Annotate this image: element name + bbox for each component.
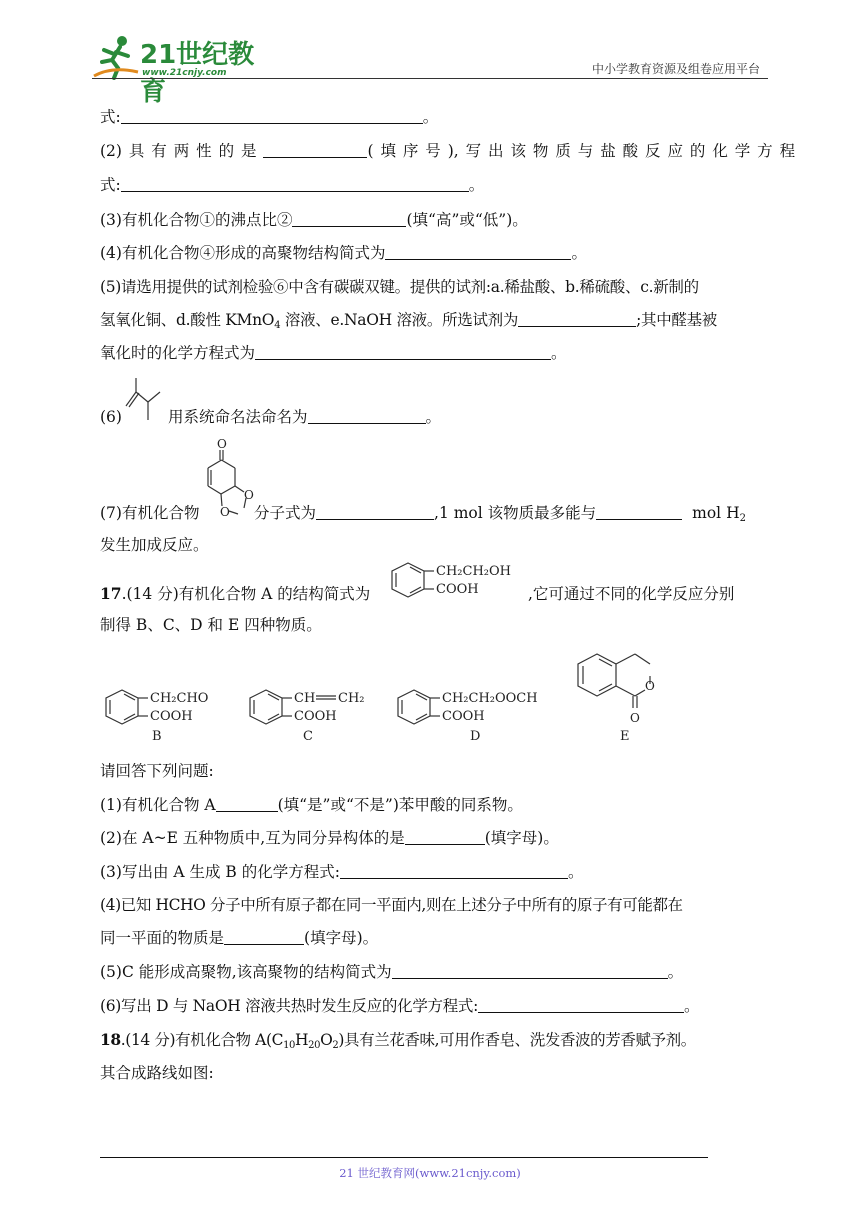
text: 式: (100, 108, 121, 126)
compound-label: B (152, 729, 162, 744)
text: (1)有机化合物 A (100, 796, 216, 814)
text: 。 (468, 176, 485, 194)
text: O (320, 1031, 333, 1049)
text: 氢氧化铜、d.酸性 KMnO (100, 311, 275, 329)
text: 式: (100, 176, 121, 194)
text: ,它可通过不同的化学反应分别 (528, 585, 735, 603)
formula-text: CH (294, 691, 316, 706)
answer-blank[interactable] (255, 343, 551, 360)
answer-blank[interactable] (340, 862, 568, 879)
text-line (100, 927, 762, 949)
text-line (100, 760, 762, 782)
answer-blank[interactable] (385, 243, 571, 260)
answer-blank[interactable] (478, 996, 684, 1013)
atom-label: O (220, 505, 230, 519)
text: 。 (684, 997, 700, 1015)
text: H (295, 1031, 309, 1049)
text: (填字母)。 (304, 929, 379, 947)
formula-text: COOH (436, 582, 479, 597)
text: 分子式为 (254, 504, 317, 522)
answer-blank[interactable] (121, 175, 469, 192)
answer-blank[interactable] (308, 407, 426, 424)
text: (6) (100, 408, 122, 426)
logo-url: www.21cnjy.com (142, 68, 227, 78)
compound-label: E (620, 729, 630, 744)
text-line (100, 140, 796, 162)
text-line (100, 614, 762, 636)
text-line (100, 342, 762, 364)
text-line (100, 794, 762, 816)
structure-C (250, 690, 365, 744)
text: 。 (551, 344, 567, 362)
runner-icon (92, 32, 140, 80)
text: 。 (567, 863, 584, 881)
text: 发生加成反应。 (100, 536, 209, 554)
text: 。 (571, 244, 587, 262)
text: (填“高”或“低”)。 (406, 211, 528, 229)
page-footer: 21 世纪教育网(www.21cnjy.com) (339, 1166, 521, 1180)
text: .(14 分)有机化合物 A(C (120, 1031, 284, 1049)
text: 。 (422, 108, 439, 126)
text: mol H (692, 504, 740, 522)
text-line (100, 174, 762, 196)
answer-blank[interactable] (224, 928, 304, 945)
text-line (168, 406, 768, 428)
text: (填字母)。 (484, 829, 559, 847)
text: (3)写出由 A 生成 B 的化学方程式: (100, 863, 340, 881)
answer-blank[interactable] (596, 503, 682, 520)
answer-blank[interactable] (316, 503, 434, 520)
text-line (100, 106, 762, 128)
text: ;其中醛基被 (636, 311, 718, 329)
text-line (100, 1062, 762, 1084)
formula-text: COOH (294, 709, 337, 724)
text-line (100, 995, 762, 1017)
formula-text: CH₂CHO (150, 691, 209, 706)
subscript: 4 (274, 320, 281, 331)
subscript: 2 (739, 513, 746, 524)
text: (填“是”或“不是”)苯甲酸的同系物。 (277, 796, 523, 814)
site-logo (92, 32, 262, 107)
text-line (100, 894, 762, 916)
text: .(14 分)有机化合物 A 的结构简式为 (121, 585, 371, 603)
subscript: 2 (332, 1040, 339, 1051)
structures-BCDE (100, 650, 760, 750)
text: 。 (667, 963, 684, 981)
compound-label: D (470, 729, 481, 744)
formula-text: COOH (442, 709, 485, 724)
formula-text: COOH (150, 709, 193, 724)
text-line (254, 502, 764, 530)
formula-text: CH₂CH₂OH (436, 564, 511, 579)
subscript: 20 (308, 1040, 321, 1051)
text-line (100, 827, 762, 849)
text: 制得 B、C、D 和 E 四种物质。 (100, 616, 322, 634)
text: 用系统命名法命名为 (168, 408, 308, 426)
formula-text: CH₂ (338, 691, 365, 706)
answer-blank[interactable] (405, 828, 485, 845)
atom-label: O (630, 711, 640, 725)
structure-B (106, 690, 208, 744)
text: (3)有机化合物①的沸点比② (100, 211, 293, 229)
answer-blank[interactable] (216, 795, 278, 812)
text: (2)在 A~E 五种物质中,互为同分异构体的是 (100, 829, 405, 847)
structure-A (386, 557, 532, 605)
text: (4)已知 HCHO 分子中所有原子都在同一平面内,则在上述分子中所有的原子有可能都在 (100, 896, 683, 914)
text-line (100, 309, 762, 337)
text: 溶液、e.NaOH 溶液。所选试剂为 (280, 311, 519, 329)
text: )具有兰花香味,可用作香皂、洗发香波的芳香赋予剂。 (338, 1031, 696, 1049)
question-number: 18 (100, 1030, 121, 1049)
footer-divider (100, 1157, 708, 1158)
text: ( 填 序 号 ), 写 出 该 物 质 与 盐 酸 反 应 的 化 学 方 程 (367, 142, 796, 160)
text: 同一平面的物质是 (100, 929, 225, 947)
answer-blank[interactable] (518, 310, 636, 327)
text: (5)C 能形成高聚物,该高聚物的结构简式为 (100, 963, 392, 981)
header-divider (92, 78, 768, 79)
text: 氧化时的化学方程式为 (100, 344, 256, 362)
structure-E (578, 654, 655, 744)
atom-label: O (217, 437, 227, 451)
text: 。 (425, 408, 442, 426)
text: ,1 mol 该物质最多能与 (434, 504, 597, 522)
text: 请回答下列问题: (100, 762, 214, 780)
answer-blank[interactable] (263, 141, 367, 158)
text-line (100, 534, 762, 556)
text-line (100, 242, 762, 264)
structure-D (398, 690, 538, 744)
text-line (100, 209, 762, 231)
page-header (92, 28, 768, 107)
text: (2) 具 有 两 性 的 是 (100, 142, 257, 160)
skeletal-structure-alkene (124, 376, 164, 424)
logo-text: 21世纪教育 (140, 40, 255, 107)
text: (5)请选用提供的试剂检验⑥中含有碳碳双键。提供的试剂:a.稀盐酸、b.稀硫酸、c.新制的 (100, 278, 699, 296)
text-line (100, 276, 762, 298)
text-line (100, 861, 762, 883)
text: (6)写出 D 与 NaOH 溶液共热时发生反应的化学方程式: (100, 997, 479, 1015)
header-platform-name: 中小学教育资源及组卷应用平台 (591, 62, 760, 76)
subscript: 10 (283, 1040, 296, 1051)
text: 其合成路线如图: (100, 1064, 214, 1082)
text-line (528, 583, 764, 605)
answer-blank[interactable] (292, 210, 406, 227)
text: (7)有机化合物 (100, 504, 200, 522)
compound-label: C (303, 729, 313, 744)
atom-label: O (244, 488, 254, 502)
formula-text: CH₂CH₂OOCH (442, 691, 538, 706)
question-number: 17 (100, 584, 122, 603)
answer-blank[interactable] (392, 962, 668, 979)
text-line (100, 1029, 762, 1057)
atom-label: O (645, 679, 655, 693)
answer-blank[interactable] (121, 107, 423, 124)
text-line (100, 961, 762, 983)
text: (4)有机化合物④形成的高聚物结构简式为 (100, 244, 386, 262)
